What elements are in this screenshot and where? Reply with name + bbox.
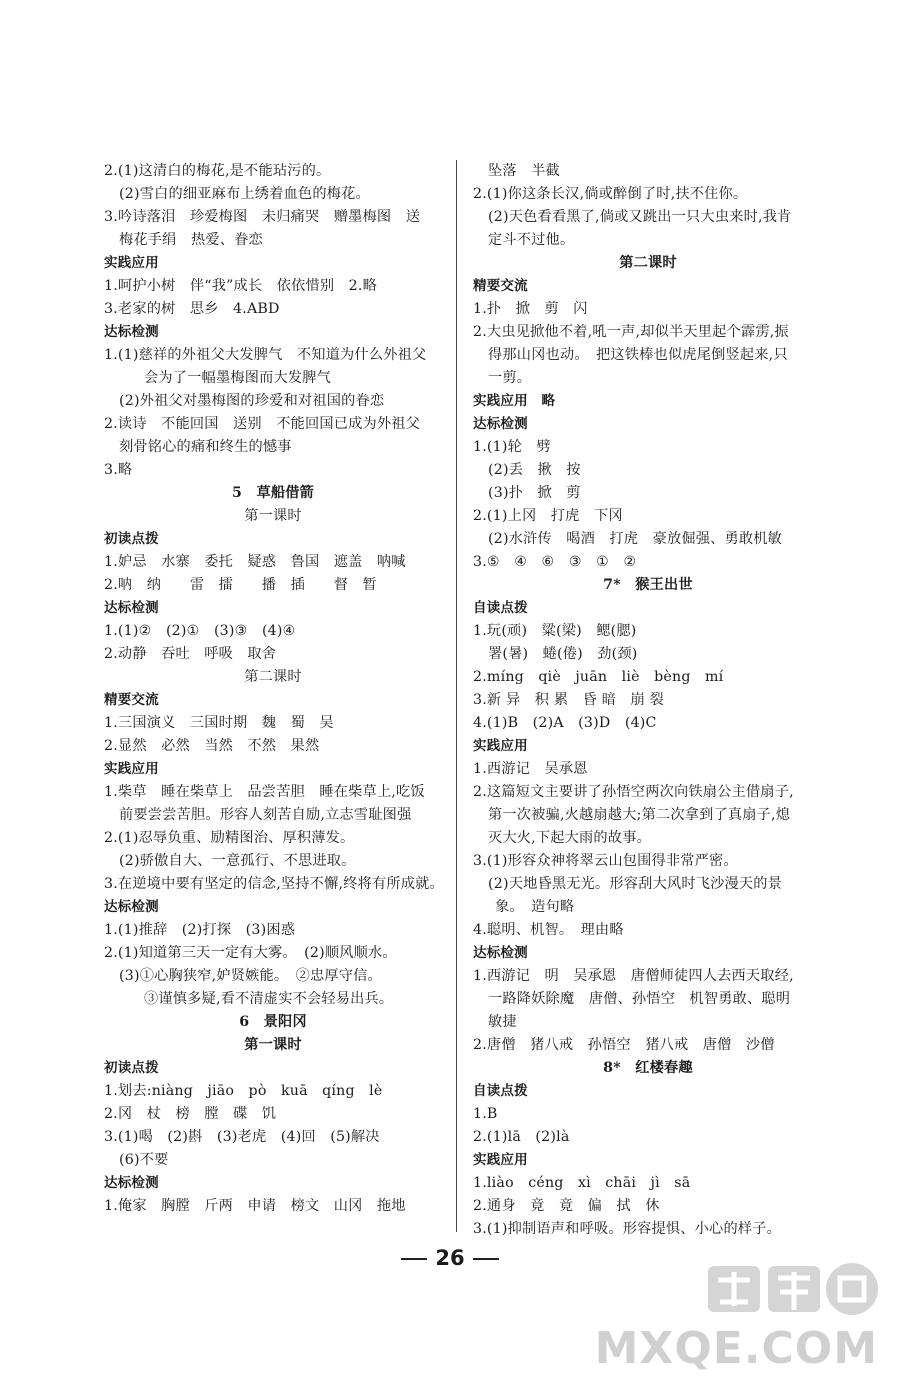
right-line: 1.扑 掀 剪 闪 xyxy=(473,301,588,317)
left-line: 1.三国演义 三国时期 魏 蜀 吴 xyxy=(104,715,334,731)
left-line: 3.(1)喝 (2)斟 (3)老虎 (4)回 (5)解决 xyxy=(104,1129,380,1145)
right-line: 2.(1)上冈 打虎 下冈 xyxy=(473,508,623,524)
left-line: 达标检测 xyxy=(104,324,159,340)
right-line: 定斗不过他。 xyxy=(488,232,575,248)
right-line: 2.唐僧 猪八戒 孙悟空 猪八戒 唐僧 沙僧 xyxy=(473,1037,775,1053)
left-line: 1.柴草 睡在柴草上 品尝苦胆 睡在柴草上,吃饭 xyxy=(104,784,425,800)
right-line: 1.B xyxy=(473,1106,498,1122)
right-line: 2.通身 竟 竟 偏 拭 休 xyxy=(473,1198,660,1214)
right-line: (2)天地昏黑无光。形容刮大风时飞沙漫天的景 xyxy=(488,876,783,892)
right-line: 第二课时 xyxy=(619,255,677,271)
right-line: 1.西游记 吴承恩 xyxy=(473,761,588,777)
left-line: 达标检测 xyxy=(104,600,159,616)
left-line: 实践应用 xyxy=(104,761,159,777)
right-line: 实践应用 xyxy=(473,738,528,754)
left-line: 3.老家的树 思乡 4.ABD xyxy=(104,301,280,317)
right-line: 一剪。 xyxy=(488,370,532,386)
right-line: (2)天色看看黑了,倘或又跳出一只大虫来时,我肯 xyxy=(488,209,792,225)
right-line: 灭大火,下起大雨的故事。 xyxy=(488,830,651,846)
left-line: 梅花手绢 热爱、眷恋 xyxy=(119,232,263,248)
right-line: 2.(1)lā (2)là xyxy=(473,1129,570,1145)
left-line: 刻骨铭心的痛和终生的憾事 xyxy=(119,439,292,455)
left-line: 3.略 xyxy=(104,462,133,478)
column-divider xyxy=(456,160,457,1232)
left-line: 1.划去:niàng jiāo pò kuā qíng lè xyxy=(104,1083,383,1099)
right-line: 象。 造句略 xyxy=(495,899,575,915)
watermark xyxy=(594,1258,882,1378)
left-line: (2)外祖父对墨梅图的珍爱和对祖国的眷恋 xyxy=(119,393,385,409)
right-line: 3.新 异 积 累 昏 暗 崩 裂 xyxy=(473,692,665,708)
left-line: 第一课时 xyxy=(244,1037,302,1053)
watermark-logo xyxy=(706,1258,882,1320)
right-line: 精要交流 xyxy=(473,278,528,294)
left-line: 1.呵护小树 伴“我”成长 依依惜别 2.略 xyxy=(104,278,377,294)
right-line: 实践应用 xyxy=(473,1152,528,1168)
left-line: (2)骄傲自大、一意孤行、不思进取。 xyxy=(119,853,356,869)
left-line: 2.显然 必然 当然 不然 果然 xyxy=(104,738,320,754)
right-column xyxy=(473,160,823,1241)
left-line: 1.俺家 胸膛 斤两 申请 榜文 山冈 拖地 xyxy=(104,1198,406,1214)
left-line: 1.妒忌 水寨 委托 疑惑 鲁国 遮盖 呐喊 xyxy=(104,554,406,570)
right-line: 2.míng qiè juān liè bèng mí xyxy=(473,669,724,685)
right-line: 自读点拨 xyxy=(473,1083,528,1099)
left-line: 精要交流 xyxy=(104,692,159,708)
left-line: 5 草船借箭 xyxy=(231,485,314,501)
right-line: 3.⑤ ④ ⑥ ③ ① ② xyxy=(473,554,637,570)
left-line: ③谨慎多疑,看不清虚实不会轻易出兵。 xyxy=(144,991,394,1007)
left-line: 第一课时 xyxy=(244,508,302,524)
right-line: 3.(1)抑制语声和呼吸。形容提惧、小心的样子。 xyxy=(473,1221,781,1237)
left-line: (3)①心胸狭窄,妒贤嫉能。 ②忠厚守信。 xyxy=(119,968,382,984)
left-line: 实践应用 xyxy=(104,255,159,271)
right-line: (2)水浒传 喝酒 打虎 豪放倔强、勇敢机敏 xyxy=(488,531,783,547)
right-line: 1.(1)轮 劈 xyxy=(473,439,551,455)
page-number-text: 26 xyxy=(435,1246,465,1270)
left-line: 会为了一幅墨梅图而大发脾气 xyxy=(144,370,332,386)
left-line: 3.在逆境中要有坚定的信念,坚持不懈,终将有所成就。 xyxy=(104,876,444,892)
right-line: 自读点拨 xyxy=(473,600,528,616)
left-line: 2.(1)知道第三天一定有大雾。 (2)顺风顺水。 xyxy=(104,945,397,961)
left-line: 2.(1)忍辱负重、励精图治、厚积薄发。 xyxy=(104,830,355,846)
right-line: 1.liào céng xì chāi jì sā xyxy=(473,1175,691,1191)
right-line: 2.(1)你这条长汉,倘或醉倒了时,扶不住你。 xyxy=(473,186,748,202)
left-line: 3.吟诗落泪 珍爱梅图 未归痛哭 赠墨梅图 送 xyxy=(104,209,421,225)
right-line: 坠落 半截 xyxy=(488,163,560,179)
left-line: 1.(1)推辞 (2)打探 (3)困惑 xyxy=(104,922,296,938)
right-line: 第一次被骗,火越扇越大;第二次拿到了真扇子,熄 xyxy=(488,807,791,823)
left-line: (2)雪白的细亚麻布上绣着血色的梅花。 xyxy=(119,186,370,202)
right-line: 实践应用 略 xyxy=(473,393,556,409)
right-line: 敏捷 xyxy=(488,1014,517,1030)
watermark-url: MXQE.COM xyxy=(594,1323,878,1374)
left-column xyxy=(104,160,442,1218)
right-line: 4.聪明、机智。 理由略 xyxy=(473,922,624,938)
right-line: (3)扑 掀 剪 xyxy=(488,485,581,501)
left-line: 2.读诗 不能回国 送别 不能回国已成为外祖父 xyxy=(104,416,421,432)
right-line: 2.这篇短文主要讲了孙悟空两次向铁扇公主借扇子, xyxy=(473,784,794,800)
left-line: 2.冈 杖 榜 膛 碟 饥 xyxy=(104,1106,277,1122)
left-line: 1.(1)② (2)① (3)③ (4)④ xyxy=(104,623,296,639)
right-line: 一路降妖除魔 唐僧、孙悟空 机智勇敢、聪明 xyxy=(488,991,791,1007)
left-line: 前要尝尝苦胆。形容人刻苦自励,立志雪耻图强 xyxy=(119,807,412,823)
right-line: 2.大虫见掀他不着,吼一声,却似半天里起个霹雳,振 xyxy=(473,324,789,340)
right-line: 署(暑) 蜷(倦) 劲(颈) xyxy=(488,646,638,662)
right-line: 8* 红楼春趣 xyxy=(603,1060,693,1076)
right-line: 达标检测 xyxy=(473,416,528,432)
left-line: 2.(1)这清白的梅花,是不能玷污的。 xyxy=(104,163,331,179)
left-line: 达标检测 xyxy=(104,1175,159,1191)
right-line: (2)丢 揪 按 xyxy=(488,462,581,478)
right-line: 得那山冈也动。 把这铁棒也似虎尾倒竖起来,只 xyxy=(488,347,788,363)
right-line: 4.(1)B (2)A (3)D (4)C xyxy=(473,715,657,731)
right-line: 7* 猴王出世 xyxy=(603,577,693,593)
left-line: 1.(1)慈祥的外祖父大发脾气 不知道为什么外祖父 xyxy=(104,347,427,363)
right-line: 达标检测 xyxy=(473,945,528,961)
right-line: 1.西游记 明 吴承恩 唐僧师徒四人去西天取经, xyxy=(473,968,794,984)
left-line: 6 景阳冈 xyxy=(239,1014,307,1030)
left-line: 初读点拨 xyxy=(104,531,159,547)
left-line: 2.动静 吞吐 呼吸 取舍 xyxy=(104,646,277,662)
left-line: (6)不要 xyxy=(119,1152,169,1168)
right-line: 1.玩(顽) 粱(梁) 鳃(腮) xyxy=(473,623,637,639)
left-line: 达标检测 xyxy=(104,899,159,915)
right-line: 3.(1)形容众神将翠云山包围得非常严密。 xyxy=(473,853,738,869)
left-line: 第二课时 xyxy=(244,669,302,685)
left-line: 初读点拨 xyxy=(104,1060,159,1076)
left-line: 2.呐 纳 雷 擂 播 插 督 暂 xyxy=(104,577,377,593)
